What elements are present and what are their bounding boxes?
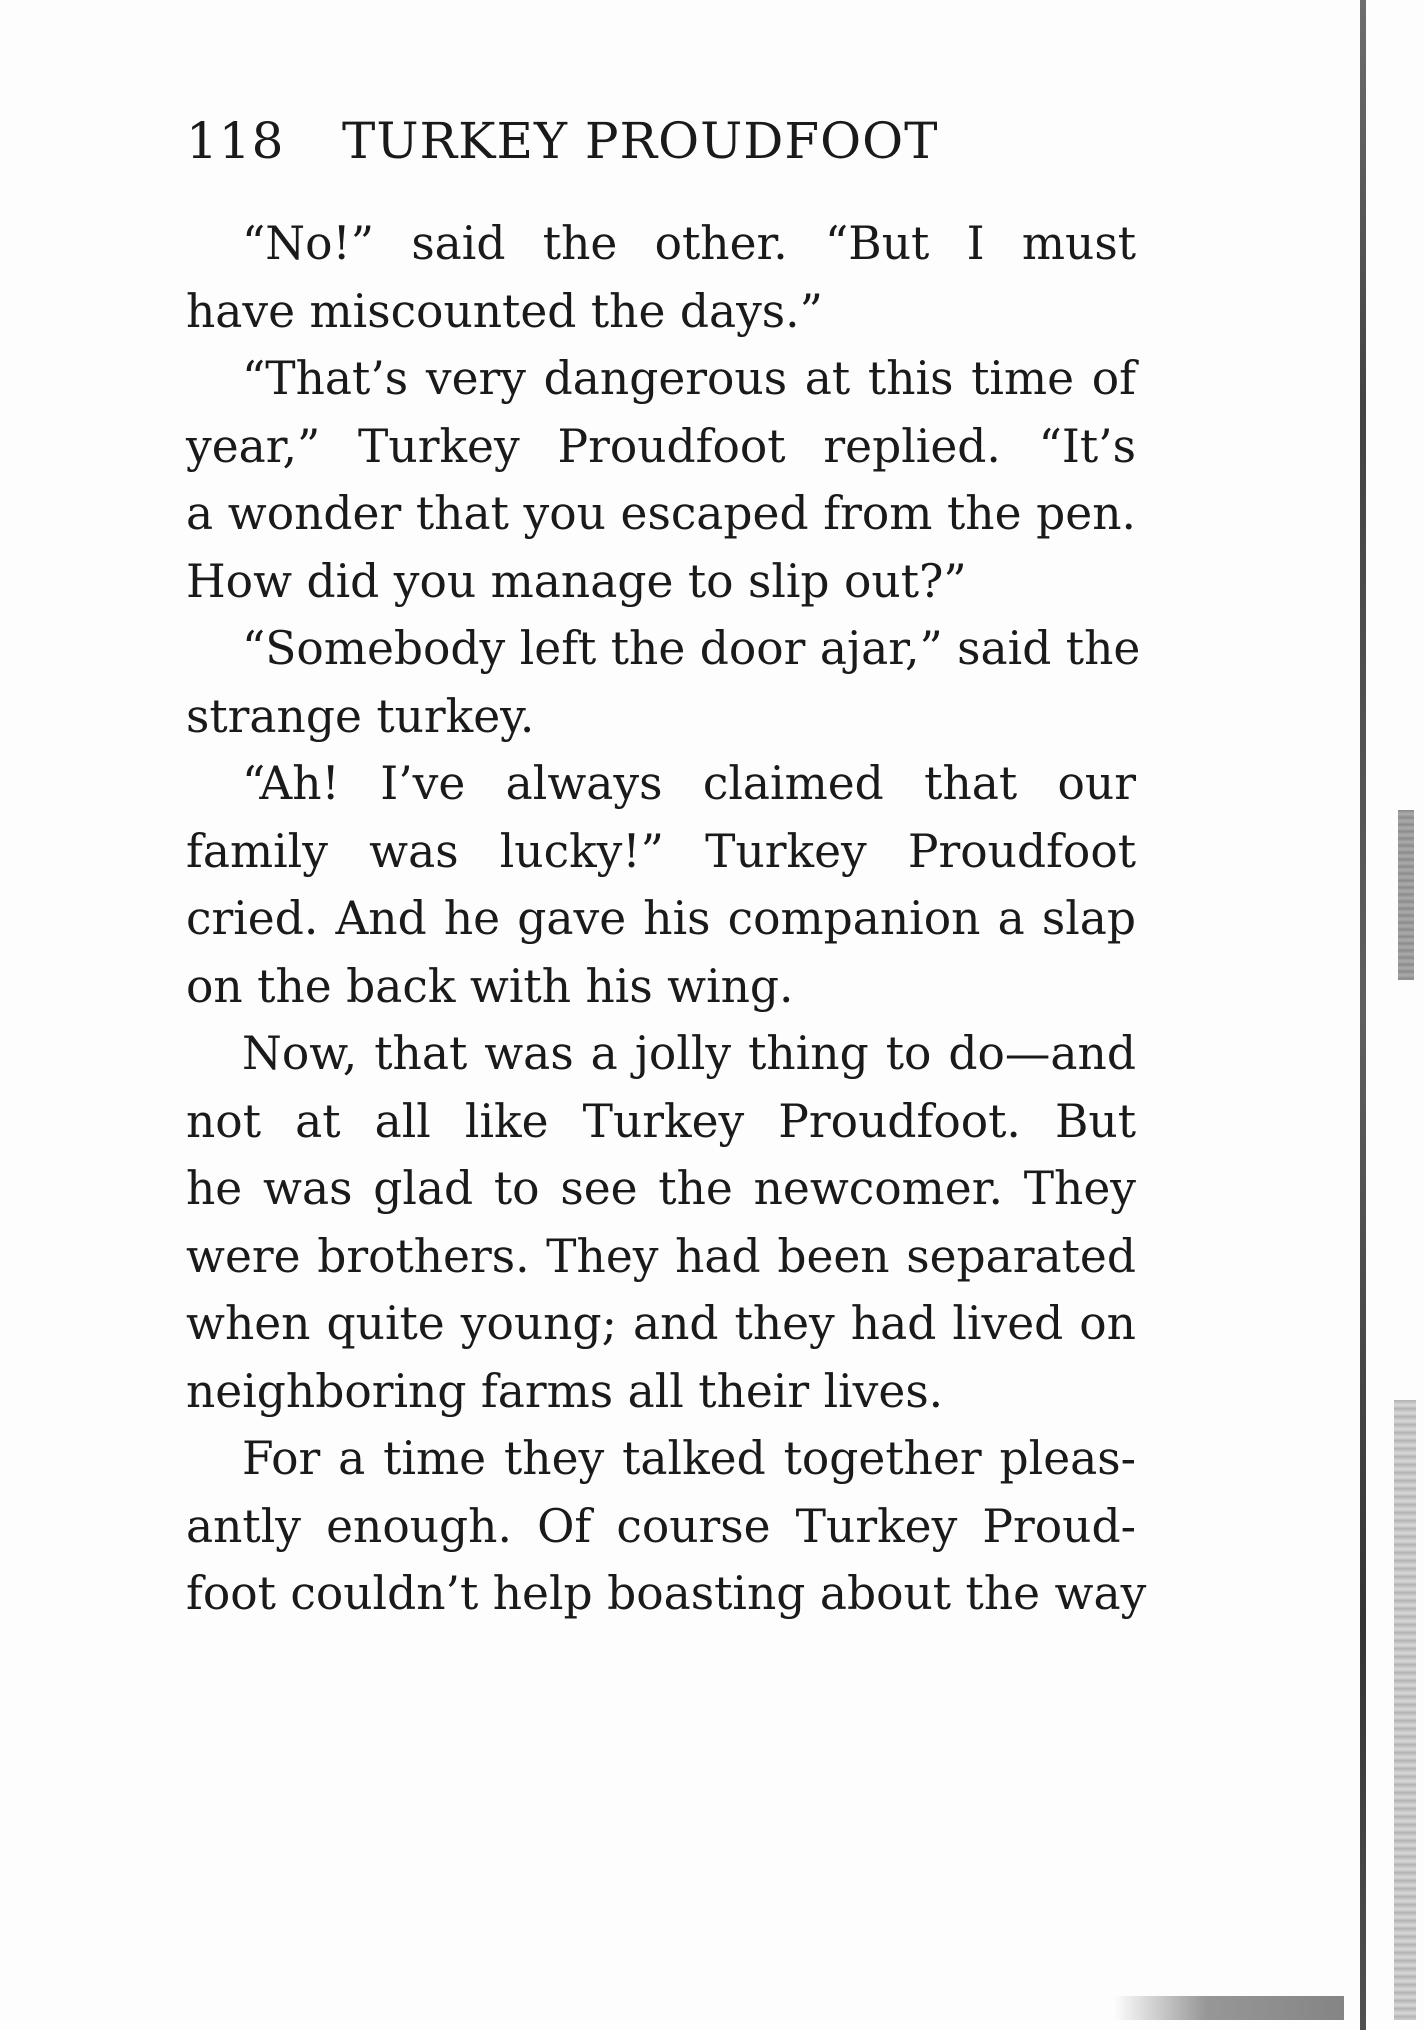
text-line: For a time they talked together pleas- <box>242 1432 1136 1485</box>
text-line: when quite young; and they had lived on <box>186 1297 1136 1350</box>
scan-corner-mark <box>1114 1996 1344 2020</box>
body-text <box>186 210 1147 1628</box>
text-line: neighboring farms all their lives. <box>186 1364 944 1418</box>
text-line: family was lucky!” Turkey Proudfoot <box>186 824 1136 878</box>
page-header <box>186 112 1166 170</box>
text-line: cried. And he gave his companion a slap <box>186 892 1136 945</box>
binding-edge <box>1360 0 1366 2030</box>
page-number: 118 <box>186 112 285 170</box>
scan-shadow-mark <box>1398 810 1414 980</box>
text-line: on the back with his wing. <box>186 959 794 1013</box>
text-line: How did you manage to slip out?” <box>186 554 967 608</box>
text-line: not at all like Turkey Proudfoot. But <box>186 1094 1136 1148</box>
text-line: “That’s very dangerous at this time of <box>242 352 1136 405</box>
text-line: “Somebody left the door ajar,” said the <box>242 622 1141 675</box>
text-line: he was glad to see the newcomer. They <box>186 1162 1136 1215</box>
text-line: strange turkey. <box>186 689 535 743</box>
text-line: foot couldn’t help boasting about the way <box>186 1567 1147 1620</box>
text-line: a wonder that you escaped from the pen. <box>186 487 1136 540</box>
scan-shadow-lower <box>1394 1400 1416 2020</box>
text-line: “No!” said the other. “But I must <box>242 217 1136 270</box>
running-title: TURKEY PROUDFOOT <box>342 112 939 170</box>
text-line: year,” Turkey Proudfoot replied. “It’s <box>186 419 1136 473</box>
text-line: Now, that was a jolly thing to do—and <box>242 1027 1136 1080</box>
text-line: antly enough. Of course Turkey Proud- <box>186 1499 1136 1553</box>
text-line: have miscounted the days.” <box>186 284 823 338</box>
text-line: were brothers. They had been separated <box>186 1229 1136 1283</box>
text-line: “Ah! I’ve always claimed that our <box>242 757 1136 810</box>
